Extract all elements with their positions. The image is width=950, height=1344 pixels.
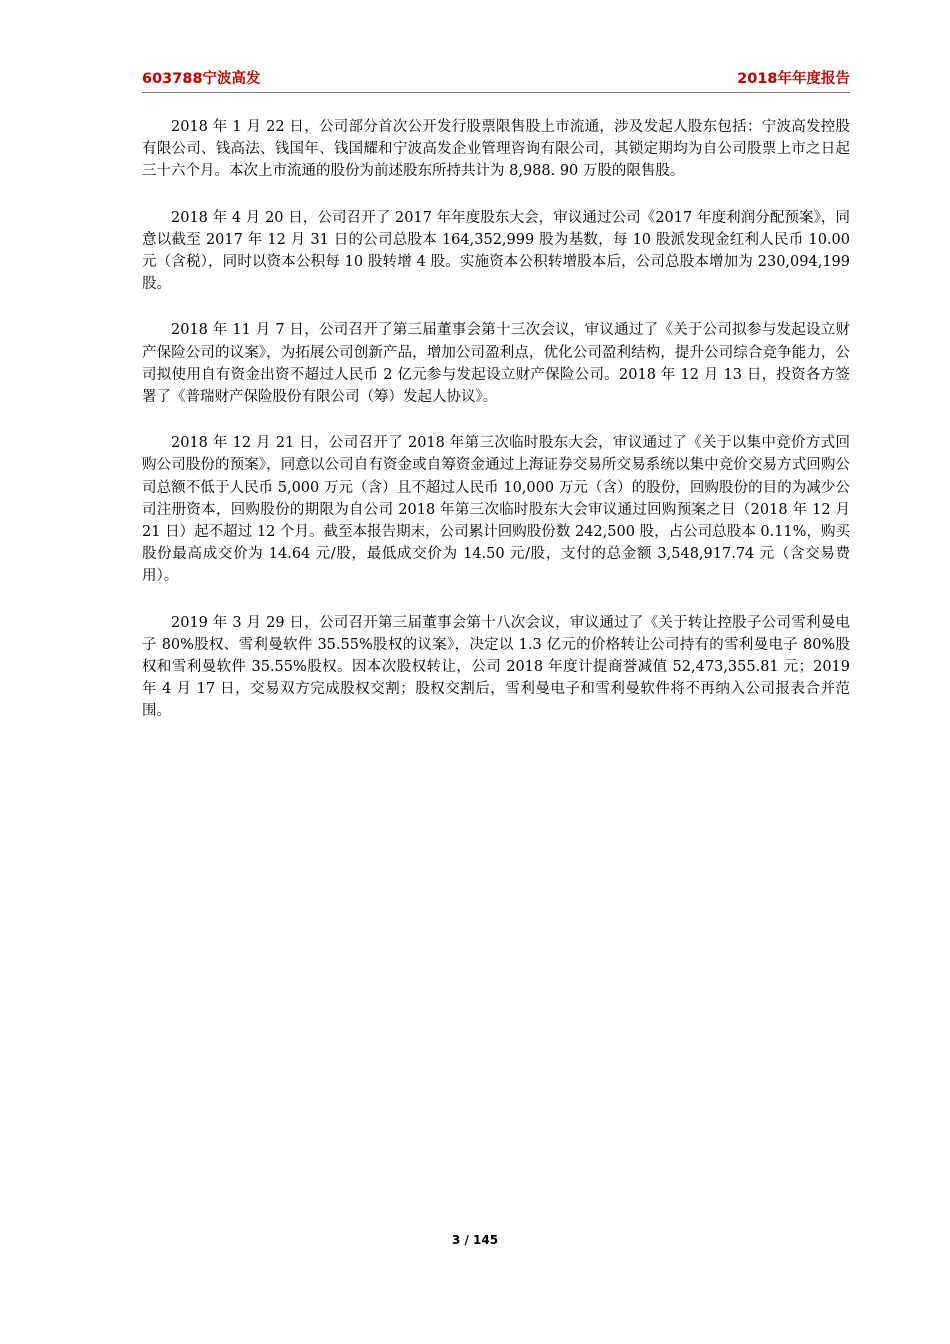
paragraph-profit-distribution: 2018 年 4 月 20 日，公司召开了 2017 年年度股东大会，审议通过公司《2017 年度利润分配预案》，同意以截至 2017 年 12 月 31 日的公司总股本 164,352,999 股为基数，每 10 股派发现金红利人民币 10.00 元（含税），同时以资本公积每 10 股转增 4 股。实施资本公积转增股本后，公司总股本增加为 230,094,199 股。 [142, 209, 850, 293]
paragraph-share-repurchase: 2018 年 12 月 21 日，公司召开了 2018 年第三次临时股东大会，审议通过了《关于以集中竞价方式回购公司股份的预案》，同意以公司自有资金或自筹资金通过上海证券交易所交易系统以集中竞价交易方式回购公司总额不低于人民币 5,000 万元（含）且不超过人民币 10,000 万元（含）的股份，回购股份的目的为减少公司注册资本，回购股份的期限为自公司 2018 年第三次临时股东大会审议通过回购预案之日（2018 年 12 月 21 日）起不超过 12 个月。截至本报告期末，公司累计回购股份数 242,500 股，占公司总股本 0.11%，购买股份最高成交价为 14.64 元/股，最低成交价为 14.50 元/股，支付的总金额 3,548,917.74 元（含交易费用）。 [142, 435, 850, 585]
page-header [142, 68, 850, 93]
paragraph-equity-transfer: 2019 年 3 月 29 日，公司召开第三届董事会第十八次会议，审议通过了《关于转让控股子公司雪利曼电子 80%股权、雪利曼软件 35.55%股权的议案》，决定以 1.3 亿元的价格转让公司持有的雪利曼电子 80%股权和雪利曼软件 35.55%股权。因本次股权转让，公司 2018 年度计提商誉减值 52,473,355.81 元；2019 年 4 月 17 日，交易双方完成股权交割；股权交割后，雪利曼电子和雪利曼软件将不再纳入公司报表合并范围。 [142, 614, 850, 720]
header-report-title: 2018年年度报告 [737, 71, 850, 87]
paragraph-insurance-investment: 2018 年 11 月 7 日，公司召开了第三届董事会第十三次会议，审议通过了《关于公司拟参与发起设立财产保险公司的议案》，为拓展公司创新产品，增加公司盈利点，优化公司盈利结构，提升公司综合竞争能力，公司拟使用自有资金出资不超过人民币 2 亿元参与发起设立财产保险公司。2018 年 12 月 13 日，投资各方签署了《普瑞财产保险股份有限公司（筹）发起人协议》。 [142, 322, 850, 406]
paragraph-share-unlock: 2018 年 1 月 22 日，公司部分首次公开发行股票限售股上市流通，涉及发起人股东包括：宁波高发控股有限公司、钱高法、钱国年、钱国耀和宁波高发企业管理咨询有限公司，其锁定期均为自公司股票上市之日起三十六个月。本次上市流通的股份为前述股东所持共计为 8,988. 90 万股的限售股。 [142, 119, 850, 180]
document-body [142, 116, 850, 747]
page-number: 3 / 145 [451, 1233, 499, 1247]
header-stock-name: 603788宁波高发 [142, 71, 261, 87]
